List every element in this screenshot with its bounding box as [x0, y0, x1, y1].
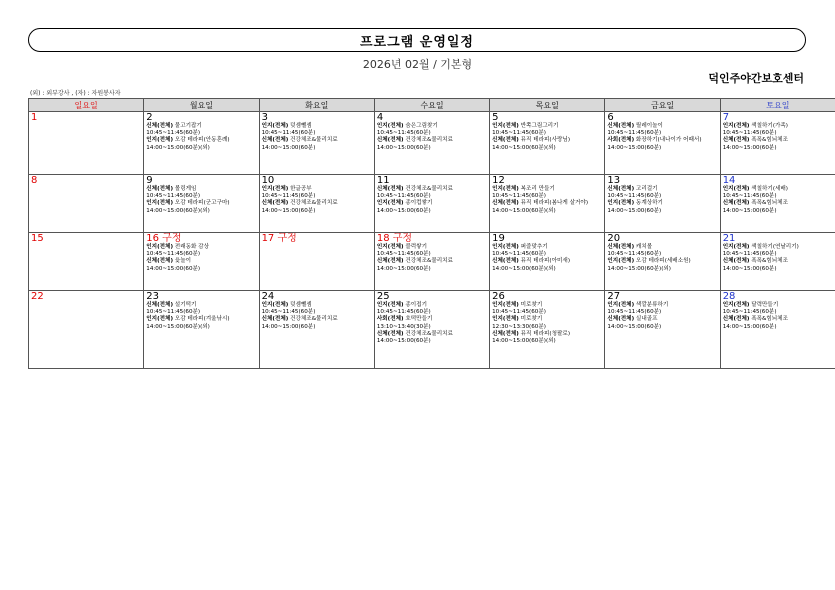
day-number: 20 — [607, 233, 621, 244]
day-cell — [490, 233, 605, 291]
program-category: 인지(전체) — [722, 244, 750, 250]
legend-note: (외) : 외부강사 , (자) : 자원봉사자 — [30, 90, 121, 97]
program-line: 신체(전체) 폭폭&힘뇌체조 — [722, 258, 788, 265]
day-cell — [144, 112, 259, 175]
week-row — [29, 291, 835, 369]
day-number: 6 — [607, 112, 614, 123]
program-line: 신체(전체) 윷놀이 — [146, 258, 192, 265]
program-line: 14:00~15:00(60분) — [261, 207, 316, 214]
program-line: 신체(전체) 물고기잡기 — [146, 123, 202, 129]
program-line: 인지(전체) 미로찾기 — [492, 316, 543, 323]
program-line: 신체(전체) 뮤직 테라피(봄나게 살거야) — [492, 200, 588, 207]
program-line: 인지(전체) 색칠하기(세배) — [722, 186, 788, 192]
program-line: 인지(전체) 반쪽그림그리기 — [492, 123, 559, 129]
program-line: 신체(전체) 릴레이놀이 — [607, 123, 663, 129]
day-number: 13 — [607, 175, 621, 186]
program-category: 인지(전체) — [492, 123, 519, 129]
program-line: 신체(전체) 뮤직 테라피(사랑님) — [492, 137, 571, 144]
program-category: 사회(전체) — [376, 316, 404, 323]
day-cell — [490, 175, 605, 233]
program-line: 10:45~11:45(60분) — [607, 130, 662, 137]
program-line: 10:45~11:45(60분) — [607, 193, 662, 200]
program-line: 10:45~11:45(60분) — [146, 309, 201, 316]
program-category: 신체(전체) — [607, 244, 635, 250]
program-line: 사회(전체) 호떡만들기 — [376, 316, 433, 323]
program-line: 인지(전체) 오감 테라피(세배소원) — [607, 258, 691, 265]
program-line: 신체(전체) 건강체조&물리치료 — [376, 137, 453, 144]
program-line: 14:00~15:00(60분) — [607, 323, 662, 330]
page-title — [28, 28, 806, 52]
program-category: 사회(전체) — [607, 137, 635, 144]
program-line: 사회(전체) 화장하기(내나이가 어때서) — [607, 137, 702, 144]
program-line: 14:00~15:00(60분) — [376, 338, 431, 345]
program-category: 신체(전체) — [146, 302, 174, 308]
program-line: 인지(전체) 오감 테라피(군고구마) — [146, 200, 230, 207]
day-number: 11 — [376, 175, 390, 186]
program-line: 10:45~11:45(60분) — [146, 251, 201, 258]
program-line: 14:00~15:00(60분)(외) — [492, 338, 556, 345]
program-line: 14:00~15:00(60분) — [146, 265, 201, 272]
program-category: 신체(전체) — [376, 258, 404, 265]
program-category: 인지(전체) — [146, 137, 174, 144]
program-category: 인지(전체) — [376, 244, 404, 250]
day-number: 24 — [261, 291, 275, 302]
program-category: 신체(전체) — [146, 123, 174, 129]
program-line: 14:00~15:00(60분) — [607, 144, 662, 151]
program-line: 10:45~11:45(60분) — [492, 193, 546, 200]
day-cell — [259, 233, 374, 291]
day-number: 15 — [31, 233, 44, 244]
day-cell — [259, 112, 374, 175]
program-category: 인지(전체) — [607, 200, 635, 207]
day-cell — [720, 291, 835, 369]
program-line: 14:00~15:00(60분) — [261, 323, 316, 330]
day-cell — [720, 112, 835, 175]
week-row — [29, 233, 835, 291]
program-line: 14:00~15:00(60분) — [722, 207, 777, 214]
program-category: 신체(전체) — [492, 200, 519, 207]
program-line: 10:45~11:45(60분) — [261, 193, 316, 200]
program-category: 인지(전체) — [722, 186, 750, 192]
program-line: 인지(전체) 종이접기 — [376, 302, 427, 308]
program-line: 신체(전체) 건강체조&물리치료 — [261, 316, 338, 323]
program-line: 인지(전체) 한글공부 — [261, 186, 312, 192]
program-category: 인지(전체) — [376, 123, 404, 129]
day-number: 25 — [376, 291, 390, 302]
program-line: 신체(전체) 건강체조&물리치료 — [376, 258, 453, 265]
day-number: 1 — [31, 112, 38, 123]
weekday-header-row — [29, 99, 835, 112]
day-cell — [144, 175, 259, 233]
program-line: 신체(전체) 폭폭&힘뇌체조 — [722, 200, 788, 207]
program-category: 신체(전체) — [492, 137, 519, 144]
program-category: 인지(전체) — [722, 302, 750, 308]
day-number: 10 — [261, 175, 275, 186]
day-cell — [605, 112, 720, 175]
program-category: 인지(전체) — [492, 302, 519, 308]
program-category: 인지(전체) — [261, 123, 289, 129]
program-line: 10:45~11:45(60분) — [722, 193, 777, 200]
day-number: 7 — [722, 112, 730, 123]
program-line: 10:45~11:45(60분) — [146, 193, 201, 200]
program-line: 신체(전체) 고리걸기 — [607, 186, 658, 192]
program-line: 인지(전체) 동계상하기 — [607, 200, 663, 207]
program-line: 10:45~11:45(60분) — [492, 251, 546, 258]
program-line: 14:00~15:00(60분)(외) — [146, 323, 210, 330]
program-category: 신체(전체) — [376, 137, 404, 144]
day-cell — [259, 291, 374, 369]
program-category: 인지(전체) — [492, 316, 519, 323]
weekday-header-sat: 토요일 — [720, 99, 835, 112]
program-line: 10:45~11:45(60분) — [722, 130, 777, 137]
program-line: 10:45~11:45(60분) — [722, 309, 777, 316]
program-category: 인지(전체) — [146, 316, 174, 323]
program-line: 10:45~11:45(60분) — [722, 251, 777, 258]
program-line: 신체(전체) 폭폭&힘뇌체조 — [722, 316, 788, 323]
center-name: 덕인주야간보호센터 — [708, 72, 804, 85]
calendar-table — [28, 98, 835, 369]
day-number: 9 — [146, 175, 153, 186]
program-line: 인지(전체) 블럭쌓기 — [376, 244, 427, 250]
program-line: 14:00~15:00(60분) — [376, 265, 431, 272]
program-line: 인지(전체) 오감 테라피(안동혼례) — [146, 137, 230, 144]
program-line: 인지(전체) 색칠하기(연날리기) — [722, 244, 799, 250]
program-line: 신체(전체) 실내골프 — [607, 316, 658, 323]
program-line: 신체(전체) 건강체조&물리치료 — [376, 330, 453, 337]
program-category: 신체(전체) — [376, 330, 404, 337]
day-number: 2 — [146, 112, 153, 123]
day-cell — [605, 291, 720, 369]
program-line: 인지(전체) 색깔분류하기 — [607, 302, 669, 308]
day-number: 23 — [146, 291, 160, 302]
program-line: 인지(전체) 색칠하기(가족) — [722, 123, 788, 129]
program-category: 신체(전체) — [146, 258, 174, 265]
program-category: 신체(전체) — [722, 316, 750, 323]
day-cell — [374, 291, 489, 369]
weekday-header-sun: 일요일 — [29, 99, 144, 112]
program-category: 신체(전체) — [722, 200, 750, 207]
page-subtitle: 2026년 02월 / 기본형 — [362, 58, 473, 71]
program-line: 14:00~15:00(60분)(외) — [146, 207, 210, 214]
program-category: 인지(전체) — [261, 186, 289, 192]
program-line: 14:00~15:00(60분) — [722, 323, 777, 330]
day-cell — [29, 291, 144, 369]
program-line: 신체(전체) 캐치볼 — [607, 244, 653, 250]
program-line: 인지(전체) 달력만들기 — [722, 302, 779, 308]
program-line: 인지(전체) 미로찾기 — [492, 302, 543, 308]
program-line: 10:45~11:45(60분) — [376, 130, 431, 137]
week-row — [29, 175, 835, 233]
program-line: 14:00~15:00(60분) — [376, 144, 431, 151]
day-cell — [490, 112, 605, 175]
program-line: 10:45~11:45(60분) — [376, 193, 431, 200]
program-category: 신체(전체) — [492, 330, 519, 337]
page-title-text: 프로그램 운영일정 — [360, 34, 474, 50]
day-number: 8 — [31, 175, 38, 186]
program-line: 인지(전체) 오감 테라피(겨울낚시) — [146, 316, 230, 323]
program-category: 신체(전체) — [722, 258, 750, 265]
program-line: 10:45~11:45(60분) — [492, 309, 546, 316]
program-category: 신체(전체) — [146, 186, 174, 192]
program-line: 14:00~15:00(60분)(외) — [607, 265, 671, 272]
program-line: 신체(전체) 설기떡기 — [146, 302, 197, 308]
weekday-header-wed: 수요일 — [374, 99, 489, 112]
day-cell — [29, 175, 144, 233]
day-number: 17 구정 — [261, 233, 297, 244]
day-number: 5 — [492, 112, 499, 123]
program-category: 신체(전체) — [261, 200, 289, 207]
program-category: 신체(전체) — [607, 123, 635, 129]
program-line: 14:00~15:00(60분) — [722, 265, 777, 272]
program-category: 인지(전체) — [607, 302, 635, 308]
program-line: 14:00~15:00(60분) — [722, 144, 777, 151]
program-line: 인지(전체) 전래동화 감상 — [146, 244, 209, 250]
program-line: 신체(전체) 볼링게임 — [146, 186, 197, 192]
day-cell — [259, 175, 374, 233]
week-row — [29, 112, 835, 175]
program-category: 신체(전체) — [607, 316, 635, 323]
day-cell — [720, 175, 835, 233]
program-category: 신체(전체) — [261, 316, 289, 323]
program-category: 인지(전체) — [261, 302, 289, 308]
day-number: 4 — [376, 112, 384, 123]
program-line: 14:00~15:00(60분) — [607, 207, 662, 214]
day-cell — [374, 233, 489, 291]
program-category: 인지(전체) — [146, 200, 174, 207]
program-line: 신체(전체) 뮤직 테라피(청팔로) — [492, 330, 571, 337]
program-category: 인지(전체) — [607, 258, 635, 265]
program-line: 신체(전체) 폭폭&힘뇌체조 — [722, 137, 788, 144]
program-category: 인지(전체) — [376, 200, 404, 207]
weekday-header-mon: 월요일 — [144, 99, 259, 112]
day-cell — [605, 175, 720, 233]
day-number: 14 — [722, 175, 736, 186]
program-line: 14:00~15:00(60분)(외) — [492, 207, 556, 214]
program-line: 14:00~15:00(60분) — [261, 144, 316, 151]
day-cell — [374, 112, 489, 175]
day-number: 18 구정 — [376, 233, 413, 244]
day-number: 27 — [607, 291, 621, 302]
program-line: 14:00~15:00(60분)(외) — [492, 144, 556, 151]
program-category: 신체(전체) — [261, 137, 289, 144]
program-line: 신체(전체) 뮤직 테라피(아미새) — [492, 258, 571, 265]
weekday-header-thu: 목요일 — [490, 99, 605, 112]
program-line: 10:45~11:45(60분) — [261, 130, 316, 137]
program-line: 신체(전체) 건강체조&물리치료 — [261, 137, 338, 144]
program-line: 10:45~11:45(60분) — [607, 251, 662, 258]
program-line: 14:00~15:00(60분) — [376, 207, 431, 214]
program-category: 인지(전체) — [146, 244, 174, 250]
program-line: 인지(전체) 숨은그림찾기 — [376, 123, 438, 129]
program-category: 신체(전체) — [607, 186, 635, 192]
day-number: 16 구정 — [146, 233, 182, 244]
day-number: 26 — [492, 291, 505, 302]
day-cell — [144, 291, 259, 369]
program-line: 인지(전체) 덧셈뺄셈 — [261, 123, 312, 129]
program-category: 신체(전체) — [722, 137, 750, 144]
program-line: 14:00~15:00(60분)(외) — [146, 144, 210, 151]
program-line: 인지(전체) 복조리 만들기 — [492, 186, 555, 192]
day-number: 3 — [261, 112, 268, 123]
program-line: 10:45~11:45(60분) — [376, 251, 431, 258]
day-number: 12 — [492, 175, 505, 186]
day-cell — [720, 233, 835, 291]
program-line: 13:10~13:40(30분) — [376, 323, 431, 330]
program-category: 인지(전체) — [492, 186, 519, 192]
day-number: 22 — [31, 291, 44, 302]
program-line: 인지(전체) 퍼즐맞추기 — [492, 244, 548, 250]
day-number: 19 — [492, 233, 505, 244]
program-category: 인지(전체) — [722, 123, 750, 129]
day-cell — [605, 233, 720, 291]
day-cell — [144, 233, 259, 291]
day-cell — [29, 233, 144, 291]
program-line: 인지(전체) 덧셈뺄셈 — [261, 302, 312, 308]
program-line: 10:45~11:45(60분) — [146, 130, 201, 137]
day-cell — [29, 112, 144, 175]
program-line: 10:45~11:45(60분) — [607, 309, 662, 316]
program-category: 인지(전체) — [492, 244, 519, 250]
program-category: 인지(전체) — [376, 302, 404, 308]
program-line: 14:00~15:00(60분)(외) — [492, 265, 556, 272]
program-line: 10:45~11:45(60분) — [261, 309, 316, 316]
program-category: 신체(전체) — [376, 186, 404, 192]
program-line: 신체(전체) 건강체조&물리치료 — [376, 186, 453, 192]
program-line: 10:45~11:45(60분) — [376, 309, 431, 316]
day-number: 28 — [722, 291, 736, 302]
day-cell — [490, 291, 605, 369]
program-line: 인지(전체) 종이컵쌓기 — [376, 200, 433, 207]
program-line: 신체(전체) 건강체조&물리치료 — [261, 200, 338, 207]
day-cell — [374, 175, 489, 233]
program-line: 10:45~11:45(60분) — [492, 130, 546, 137]
program-category: 신체(전체) — [492, 258, 519, 265]
weekday-header-tue: 화요일 — [259, 99, 374, 112]
program-line: 12:30~13:30(60분) — [492, 323, 546, 330]
weekday-header-fri: 금요일 — [605, 99, 720, 112]
day-number: 21 — [722, 233, 736, 244]
